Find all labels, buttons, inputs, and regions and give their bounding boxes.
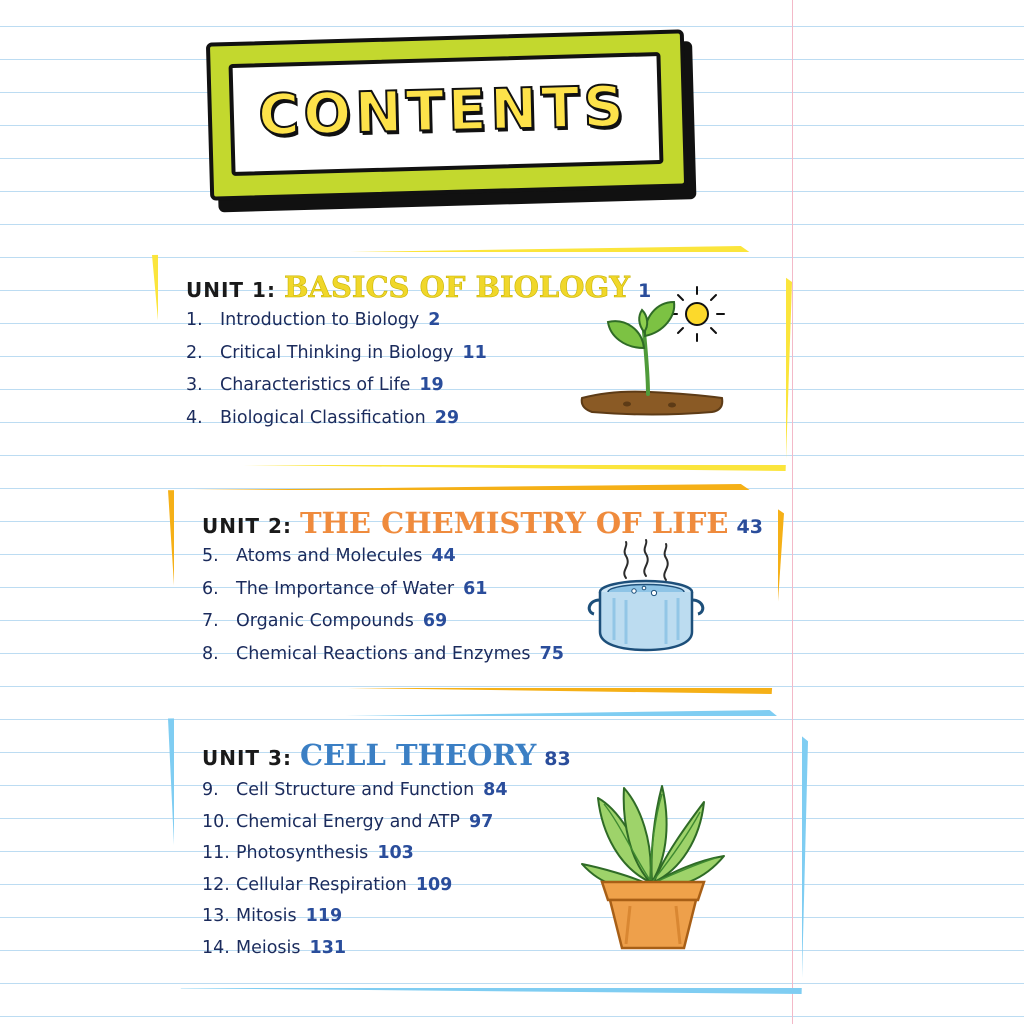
list-item[interactable] (202, 874, 508, 895)
item-page: 75 (539, 643, 564, 664)
item-title: Biological Classification (220, 407, 426, 428)
item-title: Chemical Reactions and Enzymes (236, 643, 531, 664)
item-number: 11. (202, 843, 230, 863)
item-page: 2 (428, 310, 441, 330)
item-page: 44 (431, 546, 456, 566)
steaming-pot-icon (568, 536, 728, 676)
list-item[interactable] (202, 548, 564, 566)
item-title: Chemical Energy and ATP (236, 811, 460, 832)
item-title: Critical Thinking in Biology (220, 342, 454, 363)
item-number: 14. (202, 937, 230, 958)
unit-block-2 (168, 484, 784, 694)
unit-2-toc-list (202, 548, 564, 663)
item-page: 11 (462, 342, 487, 363)
item-page: 84 (483, 780, 508, 800)
item-page: 61 (463, 578, 488, 599)
item-title: Meiosis (236, 937, 301, 958)
item-page: 109 (415, 874, 453, 895)
rule-line (0, 1016, 1024, 1017)
contents-banner (208, 36, 700, 208)
item-number: 13. (202, 906, 230, 926)
item-page: 103 (377, 843, 414, 863)
unit-1-page: 1 (638, 280, 652, 302)
item-title: The Importance of Water (236, 578, 455, 599)
unit-2-page: 43 (736, 516, 763, 538)
unit-2-title: THE CHEMISTRY OF LIFE (299, 506, 729, 540)
unit-3-page: 83 (544, 748, 571, 770)
item-page: 29 (434, 407, 460, 428)
item-title: Cell Structure and Function (236, 780, 475, 800)
page-title: CONTENTS (257, 73, 629, 149)
list-item[interactable] (202, 811, 508, 832)
item-title: Cellular Respiration (236, 874, 407, 895)
list-item[interactable] (202, 643, 564, 664)
unit-2-heading (202, 506, 763, 540)
list-item[interactable] (186, 407, 487, 428)
item-number: 2. (186, 342, 203, 363)
unit-1-title: BASICS OF BIOLOGY (283, 270, 630, 304)
unit-3-title: CELL THEORY (299, 738, 537, 772)
item-title: Photosynthesis (236, 843, 369, 863)
item-page: 97 (468, 811, 494, 832)
list-item[interactable] (186, 377, 487, 395)
list-item[interactable] (202, 613, 564, 631)
seedling-sun-icon (572, 286, 732, 426)
item-title: Characteristics of Life (220, 375, 411, 395)
list-item[interactable] (202, 845, 508, 863)
list-item[interactable] (186, 342, 487, 363)
list-item[interactable] (202, 578, 564, 599)
item-number: 6. (202, 578, 219, 599)
item-number: 12. (202, 874, 230, 895)
item-number: 1. (186, 310, 203, 330)
rule-line (0, 26, 1024, 27)
rule-line (0, 224, 1024, 225)
item-title: Introduction to Biology (220, 310, 420, 330)
item-number: 10. (202, 811, 230, 832)
item-title: Organic Compounds (236, 611, 414, 631)
unit-2-label: UNIT 2: (202, 514, 292, 538)
unit-block-1 (152, 246, 792, 471)
item-page: 131 (309, 937, 347, 958)
item-title: Atoms and Molecules (236, 546, 423, 566)
unit-3-heading (202, 738, 571, 772)
list-item[interactable] (202, 908, 508, 926)
item-number: 5. (202, 546, 219, 566)
unit-1-label: UNIT 1: (186, 278, 276, 302)
item-number: 9. (202, 780, 219, 800)
item-page: 119 (305, 906, 343, 926)
unit-3-toc-list (202, 782, 508, 957)
list-item[interactable] (202, 937, 508, 958)
unit-1-toc-list (186, 312, 487, 427)
item-number: 4. (186, 407, 203, 428)
item-page: 69 (422, 611, 448, 631)
list-item[interactable] (186, 312, 487, 330)
item-number: 7. (202, 611, 219, 631)
item-number: 3. (186, 375, 203, 395)
item-page: 19 (419, 375, 444, 395)
list-item[interactable] (202, 782, 508, 800)
item-title: Mitosis (236, 906, 297, 926)
unit-3-label: UNIT 3: (202, 746, 292, 770)
unit-block-3 (168, 710, 808, 994)
item-number: 8. (202, 643, 219, 664)
potted-plant-icon (558, 764, 748, 954)
